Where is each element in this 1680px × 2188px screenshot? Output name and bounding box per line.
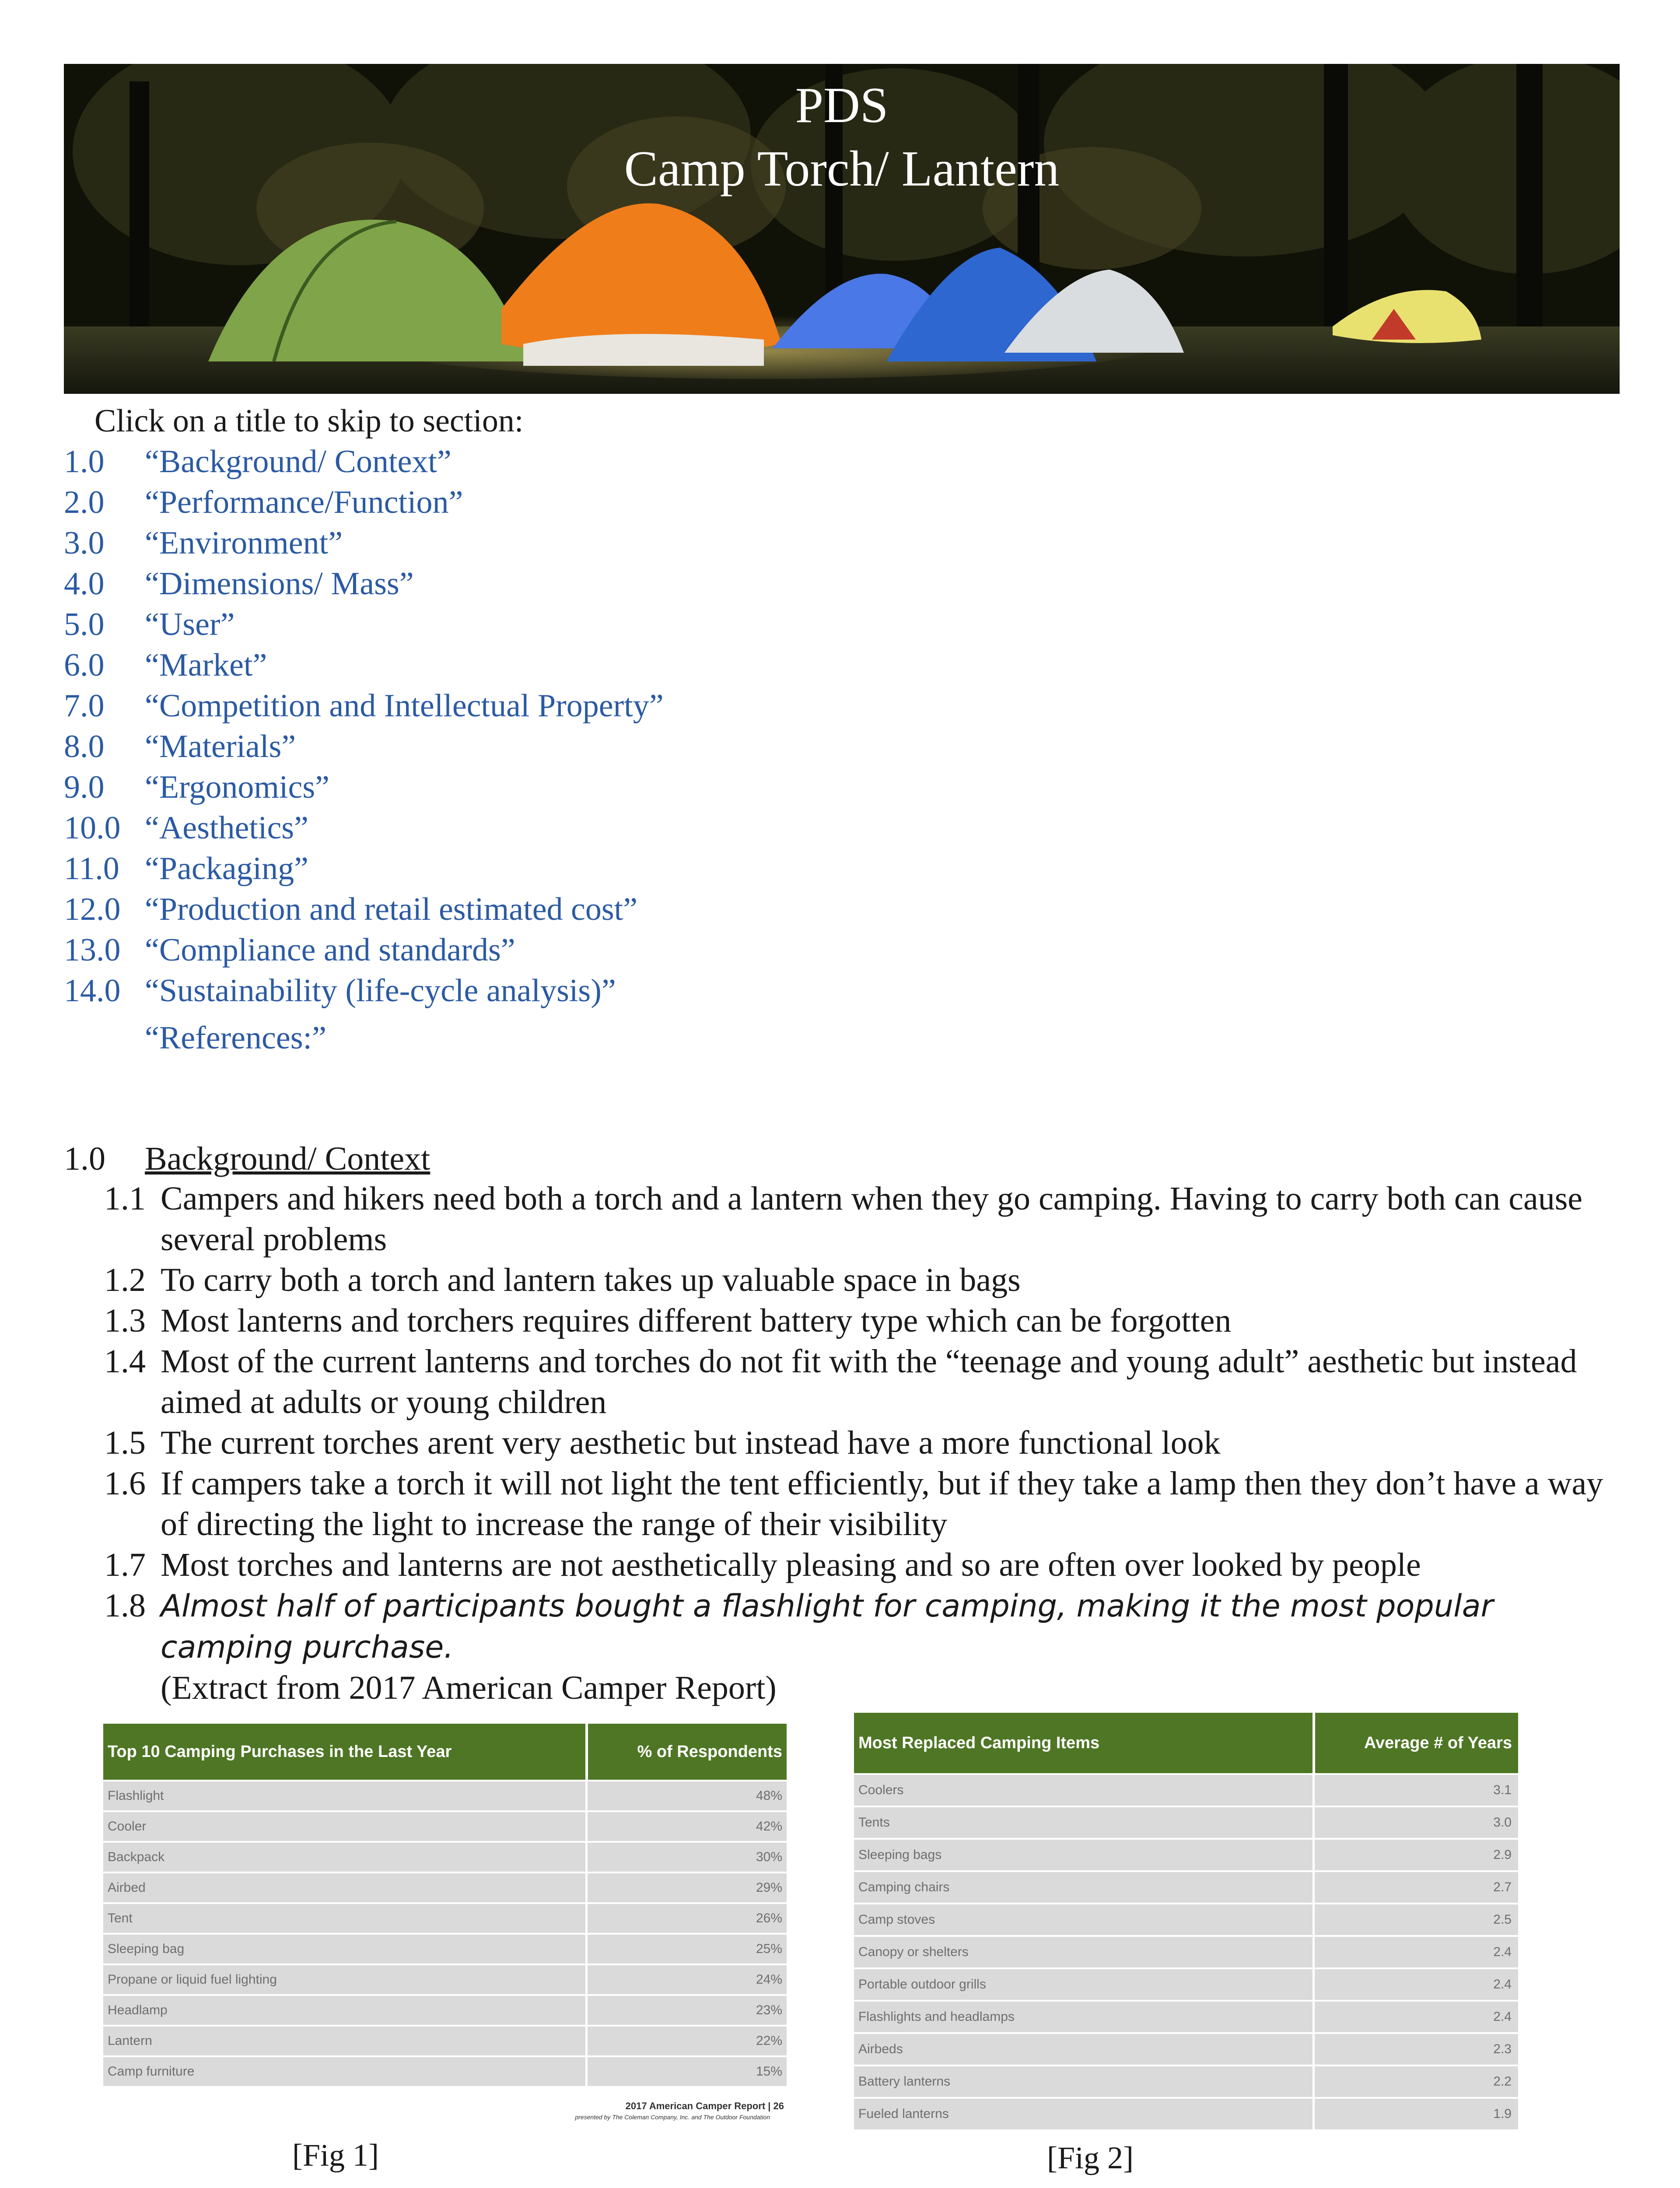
- table-row: Camp furniture 15%: [103, 2055, 787, 2086]
- table-row: Airbeds 2.3: [854, 2032, 1518, 2065]
- toc-link-ergonomics[interactable]: 9.0 “Ergonomics”: [64, 769, 329, 805]
- table-row: Lantern 22%: [103, 2025, 787, 2055]
- toc-link-references[interactable]: “References:”: [145, 1020, 326, 1056]
- table-row: Flashlights and headlamps 2.4: [854, 2000, 1518, 2032]
- table-header: Most Replaced Camping Items Average # of Years: [854, 1713, 1518, 1773]
- toc-link-background[interactable]: 1.0 “Background/ Context”: [64, 444, 452, 480]
- table-row: Tent 26%: [103, 1902, 787, 1933]
- page-title-line1: PDS: [795, 77, 889, 133]
- fig2-caption: [Fig 2]: [1047, 2140, 1134, 2175]
- section-heading: [64, 1137, 430, 1181]
- table-row: Battery lanterns 2.2: [854, 2065, 1518, 2097]
- table-row: Canopy or shelters 2.4: [854, 1935, 1518, 1967]
- toc-link-sustainability[interactable]: 14.0 “Sustainability (life-cycle analysis)”: [64, 973, 616, 1009]
- fig1-credit-sub: presented by The Coleman Company, Inc. and The Outdoor Foundation: [575, 2114, 770, 2121]
- table-row: Camp stoves 2.5: [854, 1903, 1518, 1935]
- toc-link-environment[interactable]: 3.0 “Environment”: [64, 525, 343, 561]
- toc-link-performance[interactable]: 2.0 “Performance/Function”: [64, 484, 463, 520]
- table-row: Tents 3.0: [854, 1806, 1518, 1838]
- table-row: Sleeping bags 2.9: [854, 1838, 1518, 1870]
- toc-link-user[interactable]: 5.0 “User”: [64, 607, 235, 642]
- quote-source: (Extract from 2017 American Camper Report): [161, 1669, 777, 1706]
- table-row: Fueled lanterns 1.9: [854, 2097, 1518, 2129]
- toc-link-cost[interactable]: 12.0 “Production and retail estimated cost”: [64, 891, 638, 927]
- toc-link-materials[interactable]: 8.0 “Materials”: [64, 729, 296, 764]
- table-row: Flashlight 48%: [103, 1780, 787, 1810]
- toc-link-compliance[interactable]: 13.0 “Compliance and standards”: [64, 932, 515, 968]
- page-title-line2: Camp Torch/ Lantern: [624, 141, 1060, 197]
- toc-intro: Click on a title to skip to section:: [94, 403, 524, 439]
- section-title: Background/ Context: [145, 1140, 430, 1177]
- toc-link-aesthetics[interactable]: 10.0 “Aesthetics”: [64, 810, 308, 846]
- table-row: Cooler 42%: [103, 1810, 787, 1841]
- fig2-table: [854, 1713, 1518, 2129]
- header-banner: [64, 64, 1620, 394]
- fig1-caption: [Fig 1]: [292, 2138, 379, 2173]
- table-row: Portable outdoor grills 2.4: [854, 1967, 1518, 2000]
- toc-link-competition[interactable]: 7.0 “Competition and Intellectual Property”: [64, 688, 664, 724]
- toc-link-dimensions[interactable]: 4.0 “Dimensions/ Mass”: [64, 566, 414, 602]
- toc-link-packaging[interactable]: 11.0 “Packaging”: [64, 851, 308, 887]
- table-header: Top 10 Camping Purchases in the Last Year % of Respondents: [103, 1724, 787, 1780]
- section-number: 1.0: [64, 1140, 105, 1177]
- table-row: Sleeping bag 25%: [103, 1933, 787, 1964]
- table-row: Propane or liquid fuel lighting 24%: [103, 1964, 787, 1994]
- table-row: Camping chairs 2.7: [854, 1870, 1518, 1903]
- table-row: Airbed 29%: [103, 1872, 787, 1902]
- quote-text: Almost half of participants bought a flashlight for camping, making it the most popular camping purchase.: [161, 1588, 1494, 1665]
- toc-link-market[interactable]: 6.0 “Market”: [64, 647, 267, 683]
- fig1-credit: 2017 American Camper Report | 26: [625, 2100, 784, 2111]
- table-row: Headlamp 23%: [103, 1994, 787, 2025]
- table-row: Backpack 30%: [103, 1841, 787, 1872]
- table-row: Coolers 3.1: [854, 1773, 1518, 1806]
- fig1-table: [103, 1724, 787, 2086]
